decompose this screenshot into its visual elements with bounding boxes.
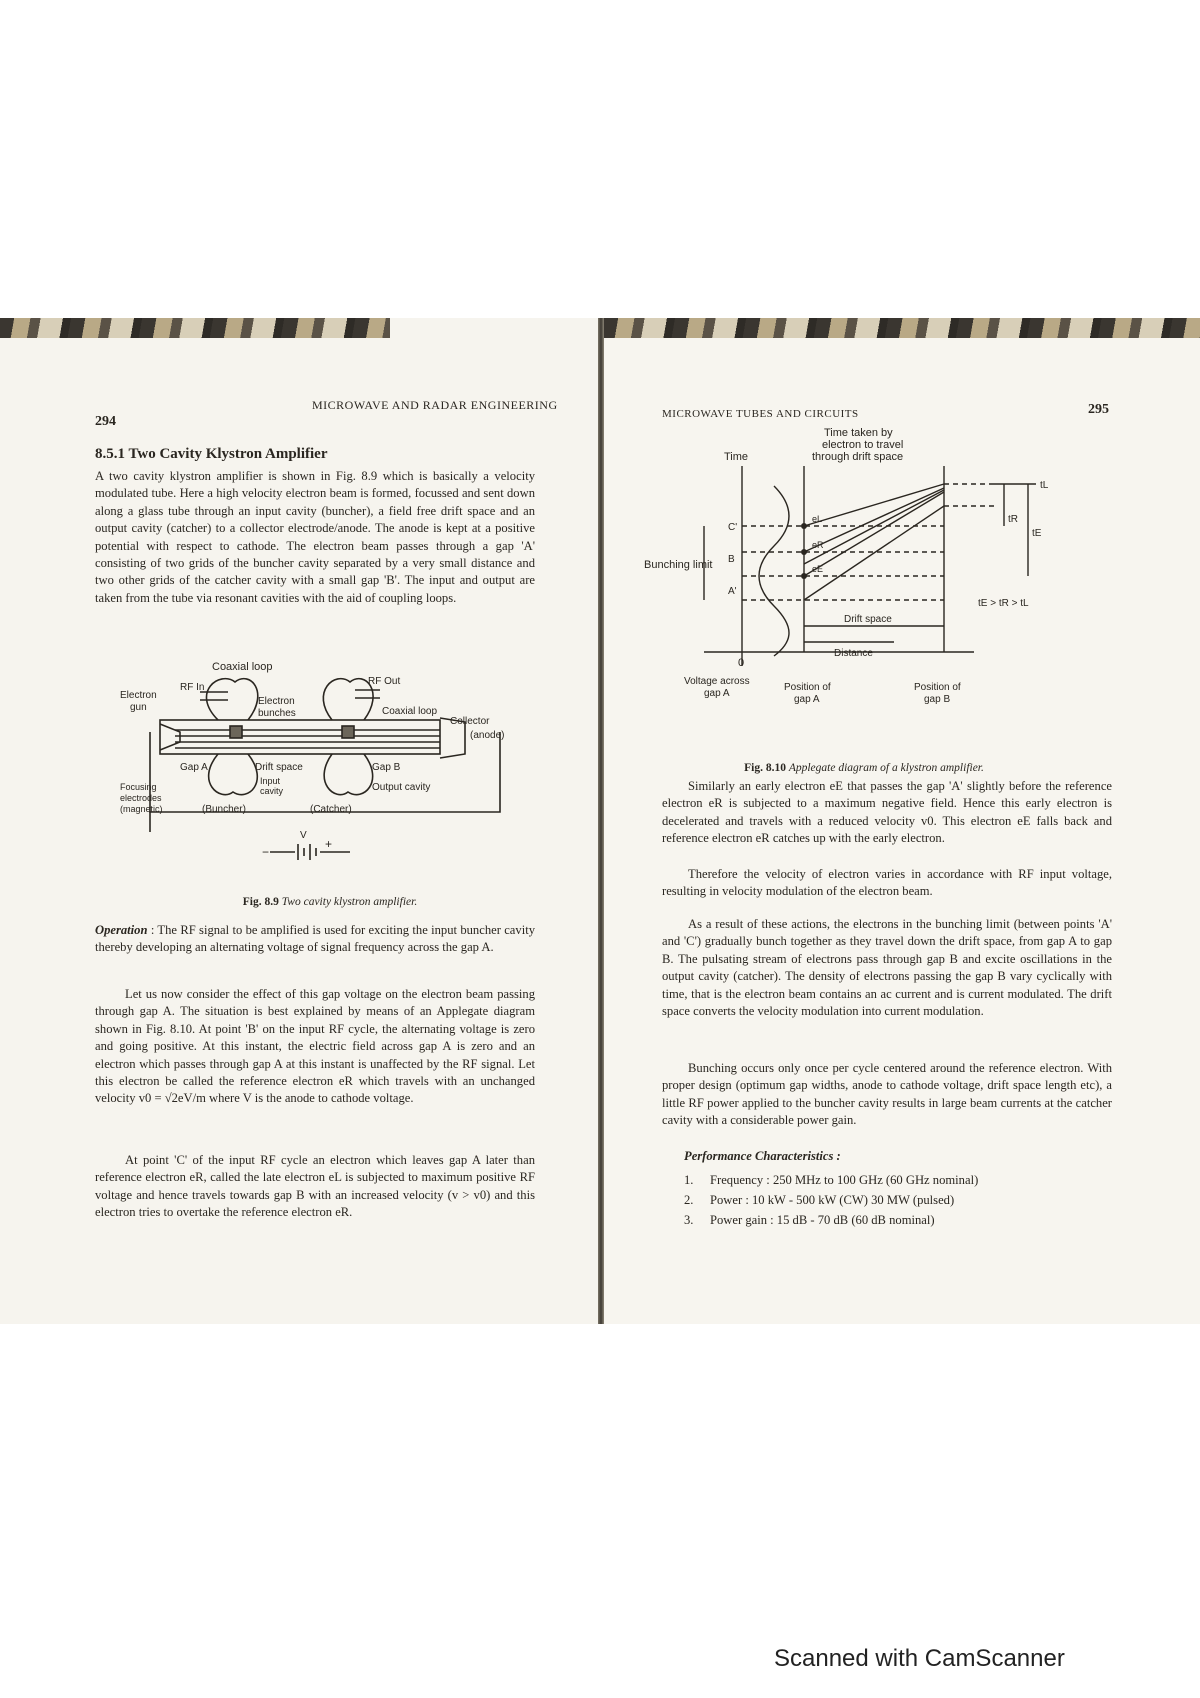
label-point-c: C' bbox=[728, 522, 738, 533]
glass-tube bbox=[160, 720, 440, 754]
list-item: 2. Power : 10 kW - 500 kW (CW) 30 MW (pulsed) bbox=[684, 1193, 955, 1207]
label-bunching-limit: Bunching limit bbox=[644, 559, 713, 571]
caption-number-right: Fig. 8.10 bbox=[744, 762, 786, 774]
label-distance: Distance bbox=[834, 648, 873, 659]
label-t-relation: tE > tR > tL bbox=[978, 598, 1029, 609]
label-plus: + bbox=[325, 837, 333, 851]
label-electron-bunches-2: bunches bbox=[258, 708, 296, 719]
section-heading: 8.5.1 Two Cavity Klystron Amplifier bbox=[95, 446, 328, 462]
output-coupling-loop bbox=[355, 690, 380, 698]
battery bbox=[270, 844, 350, 860]
caption-text: Two cavity klystron amplifier. bbox=[281, 896, 418, 908]
label-focusing-2: electrodes bbox=[120, 793, 162, 803]
label-time-taken-2: electron to travel bbox=[822, 439, 904, 451]
label-gap-b: Gap B bbox=[372, 762, 401, 773]
output-cavity bbox=[323, 679, 373, 720]
book-spread bbox=[0, 318, 1200, 1324]
label-tr: tR bbox=[1008, 514, 1018, 525]
applegate-diagram bbox=[644, 426, 1064, 726]
page-number-right: 295 bbox=[1088, 402, 1109, 417]
label-position-a-2: gap A bbox=[794, 694, 820, 705]
page-edge-strip-right bbox=[604, 318, 1200, 338]
camscanner-watermark: Scanned with CamScanner bbox=[774, 1645, 1065, 1672]
label-rf-out: RF Out bbox=[368, 676, 401, 687]
label-electron-bunches: Electron bbox=[258, 696, 295, 707]
electron-gun bbox=[160, 724, 180, 750]
label-minus: − bbox=[262, 845, 270, 859]
label-ee: eE bbox=[812, 564, 824, 574]
label-input-cavity-2: cavity bbox=[260, 786, 284, 796]
intro-paragraph: A two cavity klystron amplifier is shown in Fig. 8.9 which is basically a velocity modulated tube. Here a high velocity electron beam is formed, focussed and sent down along a glass tube through an input cavity (buncher), a field free drift space and an output cavity (catcher) to a collector electrode/anode. The anode is kept at a positive potential with respect to cathode. The electron beam passes through a gap 'A' consisting of two grids of the buncher cavity separated by a very small distance and two other grids of the catcher cavity with a small gap 'B'. The input and output are taken from the tube via resonant cavities with the aid of coupling loops. bbox=[95, 469, 535, 605]
label-coaxial-loop-top: Coaxial loop bbox=[212, 662, 273, 673]
performance-list bbox=[684, 1170, 978, 1230]
label-voltage-2: gap A bbox=[704, 688, 730, 699]
label-origin: 0 bbox=[738, 657, 745, 669]
label-point-b: B bbox=[728, 554, 735, 565]
label-time-taken: Time taken by bbox=[824, 427, 893, 439]
paragraph-velocity: Therefore the velocity of electron varies in accordance with RF input voltage, resulting in velocity modulation of the electron beam. bbox=[662, 867, 1112, 899]
operation-text: : The RF signal to be amplified is used for exciting the input buncher cavity thereby developing an alternating voltage of signal frequency across the gap A. bbox=[95, 923, 535, 955]
paragraph-3: At point 'C' of the input RF cycle an electron which leaves gap A later than reference electron eR, called the late electron eL is subjected to maximum positive RF voltage and hence travels towards gap B with an increased velocity (v > v0) and this electron tries to overtake the reference electron eR. bbox=[95, 1153, 535, 1220]
label-electron-gun-2: gun bbox=[130, 702, 147, 713]
operation-paragraph bbox=[95, 922, 535, 957]
label-catcher: (Catcher) bbox=[310, 804, 352, 815]
page-number: 294 bbox=[95, 414, 116, 429]
running-head: MICROWAVE AND RADAR ENGINEERING bbox=[312, 398, 558, 412]
label-gap-a: Gap A bbox=[180, 762, 208, 773]
label-el: eL bbox=[812, 514, 823, 524]
label-v: V bbox=[300, 830, 307, 841]
label-time-axis: Time bbox=[724, 451, 749, 463]
label-collector: Collector bbox=[450, 716, 490, 727]
label-input-cavity: Input bbox=[260, 776, 281, 786]
right-page bbox=[604, 318, 1200, 1324]
label-er: eR bbox=[812, 540, 824, 550]
label-output-cavity: Output cavity bbox=[372, 782, 431, 793]
caption-number: Fig. 8.9 bbox=[242, 896, 279, 908]
label-focusing-3: (magnetic) bbox=[120, 804, 163, 814]
label-electron-gun: Electron bbox=[120, 690, 157, 701]
klystron-figure bbox=[120, 662, 540, 882]
label-point-a: A' bbox=[728, 586, 737, 597]
label-rf-in: RF In bbox=[180, 682, 205, 693]
rf-voltage-wave bbox=[759, 486, 789, 656]
label-voltage: Voltage across bbox=[684, 676, 750, 687]
paragraph-2: Let us now consider the effect of this gap voltage on the electron beam passing through gap A. The situation is best explained by means of an Applegate diagram shown in Fig. 8.10. At point 'B' on the input RF cycle, the alternating voltage is zero and going positive. At this instant, the electric field across gap A is zero and an electron which passes through gap A at this instant is unaffected by the RF signal. Let this electron be called the reference electron eR which travels with an unchanged velocity v0 = √2eV/m where V is the anode to cathode voltage. bbox=[95, 987, 535, 1106]
input-coupling-loop bbox=[200, 692, 228, 700]
label-drift-space-right: Drift space bbox=[844, 614, 892, 625]
label-tl: tL bbox=[1040, 480, 1049, 491]
paragraph-bunching: As a result of these actions, the electrons in the bunching limit (between points 'A' and 'C') gradually bunch together as they travel down the drift space, from gap A to gap B. The pulsating stream of electrons pass through gap B and excite oscillations in the output cavity (catcher). The density of electrons passing the gap B vary cyclically with time, that is the electron beam contains an ac current and is current modulated. The drift space converts the velocity modulation into current modulation. bbox=[662, 917, 1112, 1019]
page-edge-strip bbox=[0, 318, 390, 338]
left-page bbox=[0, 318, 598, 1324]
performance-heading: Performance Characteristics : bbox=[684, 1149, 841, 1163]
label-collector-2: (anode) bbox=[470, 730, 505, 741]
figure-caption-8-9 bbox=[180, 896, 480, 908]
list-item: 3. Power gain : 15 dB - 70 dB (60 dB nominal) bbox=[684, 1213, 935, 1227]
label-position-b: Position of bbox=[914, 682, 961, 693]
caption-text-right: Applegate diagram of a klystron amplifier. bbox=[788, 762, 984, 774]
paragraph-early-electron: Similarly an early electron eE that passes the gap 'A' slightly before the reference electron eR is subjected to a maximum negative field. Hence this early electron is decelerated and travels with a reduced velocity v0. This electron eE falls back and reference electron eR catches up with the early electron. bbox=[662, 779, 1112, 846]
label-drift-space: Drift space bbox=[255, 762, 303, 773]
label-position-b-2: gap B bbox=[924, 694, 951, 705]
label-focusing: Focusing bbox=[120, 782, 157, 792]
label-position-a: Position of bbox=[784, 682, 831, 693]
operation-label: Operation bbox=[95, 923, 148, 937]
running-head-right: MICROWAVE TUBES AND CIRCUITS bbox=[662, 408, 859, 420]
paragraph-bunching-once: Bunching occurs only once per cycle centered around the reference electron. With proper design (optimum gap widths, anode to cathode voltage, drift space length etc), a little RF power applied to the buncher cavity results in large beam currents at the catcher cavity with a considerable power gain. bbox=[662, 1061, 1112, 1128]
label-buncher: (Buncher) bbox=[202, 804, 246, 815]
label-te: tE bbox=[1032, 528, 1042, 539]
label-coaxial-loop-right: Coaxial loop bbox=[382, 706, 438, 717]
figure-caption-8-10 bbox=[694, 762, 1034, 774]
label-time-taken-3: through drift space bbox=[812, 451, 904, 463]
list-item: 1. Frequency : 250 MHz to 100 GHz (60 GHz nominal) bbox=[684, 1173, 979, 1187]
